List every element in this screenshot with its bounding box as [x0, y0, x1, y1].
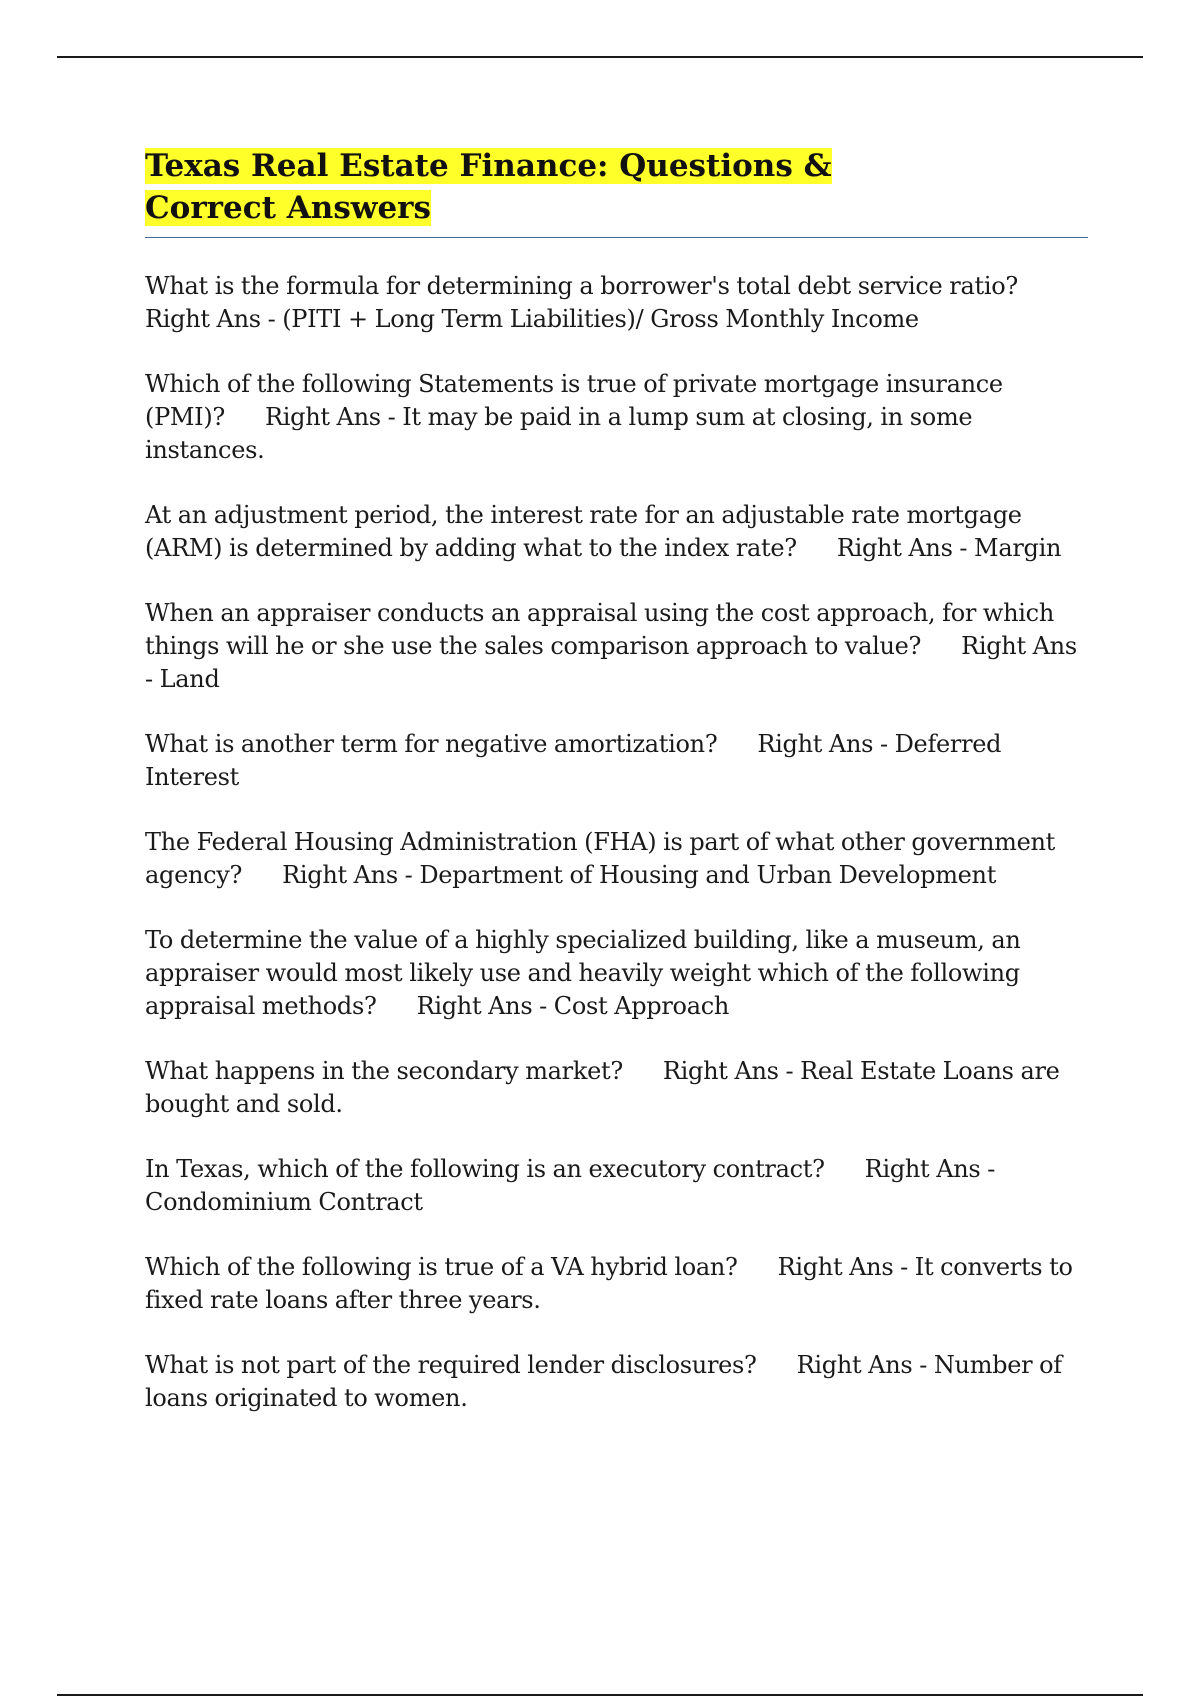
answer-text: Right Ans - Number of loans originated to women. — [145, 1351, 1062, 1412]
question-text: To determine the value of a highly specialized building, like a museum, an appraiser would most likely use and heavily weight which of the following appraisal methods? — [145, 926, 1021, 1020]
question-text: In Texas, which of the following is an executory contract? — [145, 1155, 825, 1183]
answer-text: Right Ans - Margin — [836, 534, 1062, 562]
document-title-text: Texas Real Estate Finance: Questions & Correct Answers — [145, 148, 832, 226]
qa-item-4 — [145, 597, 1088, 696]
qa-item-5 — [145, 728, 1088, 794]
qa-item-1 — [145, 270, 1088, 336]
answer-text: Right Ans - Real Estate Loans are bought and sold. — [145, 1057, 1060, 1118]
footer-rule — [57, 1694, 1143, 1696]
question-text: At an adjustment period, the interest rate for an adjustable rate mortgage (ARM) is determined by adding what to the index rate? — [145, 501, 1022, 562]
header-rule — [57, 56, 1143, 58]
answer-text: Right Ans - Land — [145, 632, 1077, 693]
qa-item-10 — [145, 1251, 1088, 1317]
qa-item-8 — [145, 1055, 1088, 1121]
answer-text: Right Ans - Department of Housing and Urban Development — [282, 861, 997, 889]
qa-item-9 — [145, 1153, 1088, 1219]
answer-text: Right Ans - Condominium Contract — [145, 1155, 996, 1216]
question-text: What is another term for negative amortization? — [145, 730, 718, 758]
question-text: When an appraiser conducts an appraisal using the cost approach, for which things will he or she use the sales comparison approach to value? — [145, 599, 1054, 660]
document-body — [145, 145, 1088, 1447]
qa-item-7 — [145, 924, 1088, 1023]
question-text: What is not part of the required lender disclosures? — [145, 1351, 757, 1379]
answer-text: Right Ans - It converts to fixed rate loans after three years. — [145, 1253, 1073, 1314]
qa-item-11 — [145, 1349, 1088, 1415]
document-title — [145, 145, 965, 237]
answer-text: Right Ans - (PITI + Long Term Liabilities)/ Gross Monthly Income — [145, 305, 919, 333]
question-text: Which of the following Statements is true of private mortgage insurance (PMI)? — [145, 370, 1003, 431]
answer-text: Right Ans - Deferred Interest — [145, 730, 1002, 791]
question-text: What happens in the secondary market? — [145, 1057, 623, 1085]
question-text: What is the formula for determining a borrower's total debt service ratio? — [145, 272, 1018, 300]
qa-item-2 — [145, 368, 1088, 467]
answer-text: Right Ans - It may be paid in a lump sum at closing, in some instances. — [145, 403, 973, 464]
qa-item-3 — [145, 499, 1088, 565]
question-text: The Federal Housing Administration (FHA) is part of what other government agency? — [145, 828, 1056, 889]
answer-text: Right Ans - Cost Approach — [416, 992, 729, 1020]
qa-item-6 — [145, 826, 1088, 892]
question-text: Which of the following is true of a VA hybrid loan? — [145, 1253, 738, 1281]
title-underline — [145, 237, 1088, 238]
